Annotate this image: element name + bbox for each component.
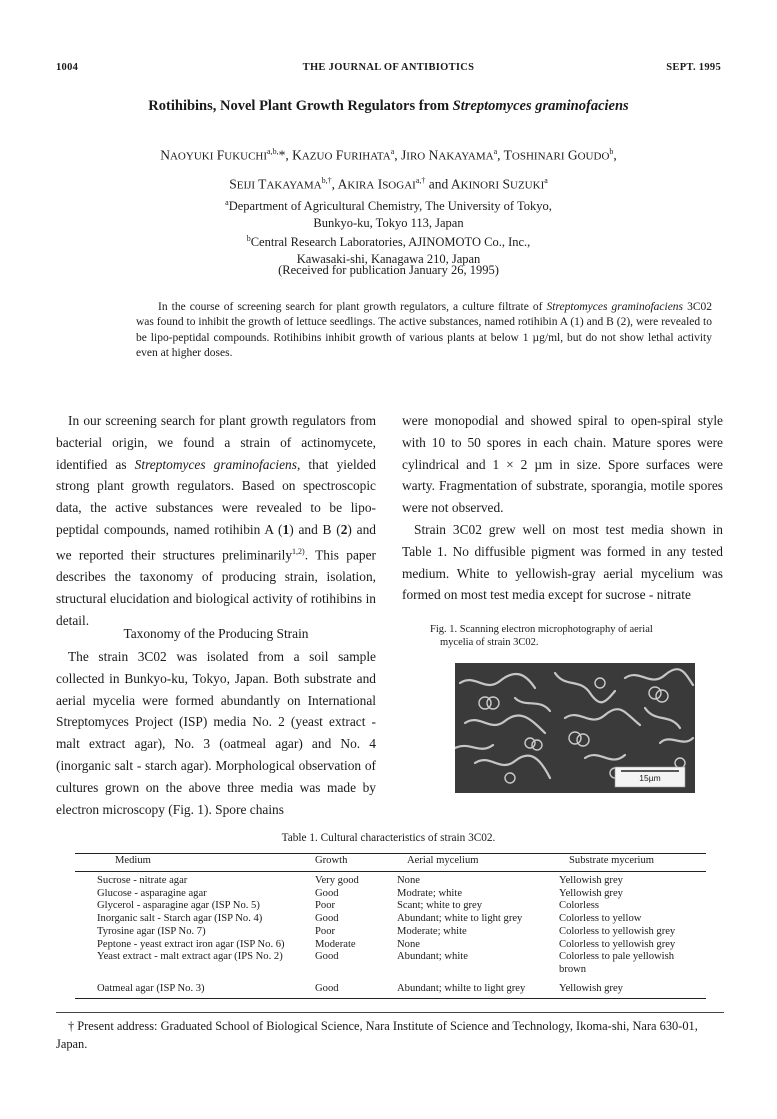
footnote: [56, 1017, 724, 1053]
table-cell: Tyrosine agar (ISP No. 7): [97, 925, 206, 937]
table-cell: Oatmeal agar (ISP No. 3): [97, 982, 205, 994]
table-row: [75, 926, 706, 939]
right-column: [402, 410, 723, 606]
sem-micrograph: [455, 663, 695, 793]
title-main: Rotihibins, Novel Plant Growth Regulators from: [148, 98, 453, 114]
paper-title: [0, 98, 777, 115]
table-cell: Colorless to pale yellowish brown: [559, 951, 675, 975]
table-cell: Moderate; white: [397, 925, 467, 937]
table-cell: Poor: [315, 900, 336, 912]
spore-paragraph: were monopodial and showed spiral to open-spiral style with 10 to 50 spores in each chain. Mature spores were cylindrical and 1 × 2 µm in size. Spore surfaces were warty. Fragmentation of substrate, sporangia, motile spores were not observed.: [402, 413, 723, 516]
table-row: [75, 951, 706, 976]
table-cell: Moderate: [315, 938, 356, 950]
authors-line-2: SEIJI $TAKAYAMA^{b,\dagger}$, AKIRA $ISOGAI^{a,\dagger}$ and AKINORI SUZUKI$^a$: [229, 175, 548, 191]
table-cell: Good: [315, 951, 339, 963]
table-cell: Good: [315, 887, 339, 899]
issue-date: SEPT. 1995: [666, 62, 721, 73]
table-caption: Table 1. Cultural characteristics of strain 3C02.: [281, 832, 496, 844]
table-cell: Good: [315, 982, 339, 994]
table-cell: Peptone - yeast extract iron agar (ISP No. 6): [97, 938, 285, 950]
footnote-line: † Present address: Graduated School of Biological Science, Nara Institute of Science and Technology, Ikoma-shi, Nara 630-01,: [68, 1019, 698, 1033]
taxonomy-paragraph: The strain 3C02 was isolated from a soil sample collected in Bunkyo-ku, Tokyo, Japan. Both substrate and aerial mycelia were formed abundantly on International Streptomyces Project (ISP) media No. 2 (yeast extract - malt extract agar), No. 3 (oatmeal agar) and No. 4 (inorganic salt - starch agar). Morphological observation of cultures grown on the above three media was made by electron microscopy (Fig. 1). Spore chains: [56, 649, 376, 817]
table-cell: Colorless to yellowish grey: [559, 925, 676, 937]
table-cell: None: [397, 875, 420, 886]
column-header: Substrate mycerium: [569, 855, 655, 866]
intro-paragraph: In our screening search for plant growth regulators from bacterial origin, we found a strain of actinomycete, identified as Streptomyces graminofaciens, that yielded strong plant growth regulators. Based on spectroscopic data, the active substances were revealed to be lipo-peptidal compounds, named rotihibin A (1) and B (2) and we reported their structures preliminarily$^{1,2)}$. This paper describes the taxonomy of producing strain, isolation, structural elucidation and biological activity of rotihibins in detail.: [56, 413, 376, 628]
figure-caption: Fig. 1. Scanning electron microphotography of aerial mycelia of strain 3C02.: [430, 624, 653, 648]
table-cell: Poor: [315, 925, 336, 937]
table-cell: Modrate; white: [397, 887, 463, 899]
table-cell: Yeast extract - malt extract agar (IPS No. 2): [97, 951, 283, 963]
table-cell: Abundant; white: [397, 951, 468, 963]
affiliation-line: $^a$Department of Agricultural Chemistry, The University of Tokyo,: [225, 198, 552, 214]
table-row: [75, 913, 706, 926]
table-cell: Yellowish grey: [559, 887, 623, 899]
table-cell: Glycerol - asparagine agar (ISP No. 5): [97, 900, 260, 912]
table-cell: Yellowish grey: [559, 875, 623, 886]
title-species: Streptomyces graminofaciens: [452, 98, 629, 114]
table-bottom-rule: [75, 998, 706, 999]
affiliation-line: Bunkyo-ku, Tokyo 113, Japan: [313, 215, 464, 230]
table-cell: Abundant; white to light grey: [397, 913, 523, 925]
table-cell: Glucose - asparagine agar: [97, 887, 207, 899]
affiliations: [0, 195, 777, 267]
affiliation-line: Kawasaki-shi, Kanagawa 210, Japan: [296, 251, 481, 266]
growth-paragraph: Strain 3C02 grew well on most test media shown in Table 1. No diffusible pigment was formed in any tested medium. White to yellowish-gray aerial mycelium was formed on most test media except for sucrose - nitrate: [402, 521, 723, 603]
table-cell: Colorless to yellowish grey: [559, 938, 676, 950]
journal-name: THE JOURNAL OF ANTIBIOTICS: [302, 62, 475, 73]
scale-bar-label: 15µm: [639, 773, 661, 783]
table-row: [75, 888, 706, 901]
table-row: [75, 900, 706, 913]
table-cell: Inorganic salt - Starch agar (ISP No. 4): [97, 913, 263, 925]
column-header: Medium: [115, 855, 151, 866]
table-cell: Colorless to yellow: [559, 913, 642, 925]
table-row: [75, 939, 706, 952]
footnote-line: Japan.: [56, 1037, 88, 1051]
table-cell: None: [397, 938, 420, 950]
cultural-characteristics-table: [75, 854, 706, 995]
table-cell: Scant; white to grey: [397, 900, 483, 912]
table-header-rule: [75, 871, 706, 872]
table-cell: Good: [315, 913, 339, 925]
table-header-row: [75, 854, 706, 869]
section-heading: Taxonomy of the Producing Strain: [123, 626, 309, 641]
page-number: 1004: [56, 62, 79, 73]
received-date: (Received for publication January 26, 1995): [278, 263, 499, 277]
abstract: In the course of screening search for plant growth regulators, a culture filtrate of Streptomyces graminofaciens 3C02 was found to inhibit the growth of lettuce seedlings. The active substances, named rotihibin A (1) and B (2), were revealed to be lipo-peptidal compounds. Rotihibins inhibit growth of various plants at below 1 µg/ml, but do not show lethal activity even at higher doses.: [136, 301, 713, 359]
affiliation-line: $^b$Central Research Laboratories, AJINOMOTO Co., Inc.,: [246, 234, 531, 250]
table-cell: Very good: [315, 875, 359, 886]
table-cell: Abundant; whilte to light grey: [397, 982, 526, 994]
footnote-rule: [56, 1012, 724, 1013]
authors-line-1: NAOYUKI $FUKUCHI^{a,b,}*$, KAZUO FURIHATA$^a$, JIRO NAKAYAMA$^a$, TOSHINARI GOUDO$^b$,: [160, 147, 617, 163]
table-cell: Yellowish grey: [559, 982, 623, 994]
table-cell: Colorless: [559, 900, 600, 912]
column-header: Growth: [315, 855, 348, 866]
table-row: [75, 977, 706, 996]
author-list: [0, 140, 777, 197]
column-header: Aerial mycelium: [407, 855, 479, 866]
table-cell: Sucrose - nitrate agar: [97, 875, 188, 886]
